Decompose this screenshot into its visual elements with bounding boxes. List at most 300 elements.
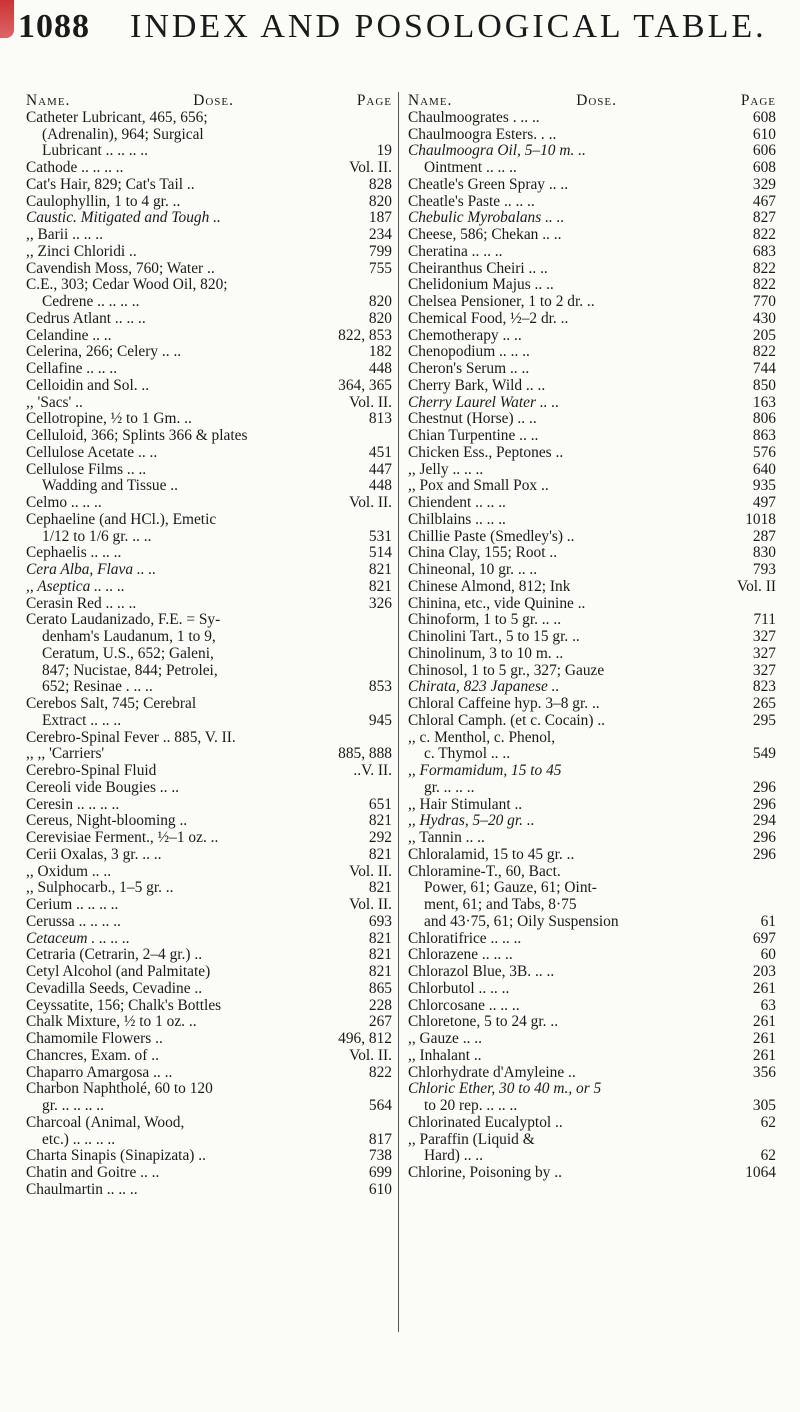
entry-text: Celluloid, 366; Splints 366 & plates — [26, 428, 248, 444]
entry-page-ref: 329 — [752, 175, 776, 193]
index-entry — [408, 1098, 776, 1115]
index-entry — [26, 964, 392, 981]
heading-name: Name. — [26, 92, 71, 109]
index-entry — [26, 244, 392, 261]
entry-text: Cera Alba, Flava .. .. — [26, 562, 157, 578]
index-entry — [26, 797, 392, 814]
index-entry — [26, 177, 392, 194]
entry-page-ref — [388, 629, 392, 646]
heading-dose: Dose. — [193, 92, 234, 109]
entry-text: ment, 61; and Tabs, 8·75 — [424, 897, 577, 913]
entry-text: denham's Laudanum, 1 to 9, — [42, 629, 216, 645]
entry-text: Cellotropine, ½ to 1 Gm. .. — [26, 411, 192, 428]
entry-page-ref: 945 — [368, 711, 392, 729]
index-entry — [26, 663, 392, 680]
index-entry — [26, 478, 392, 495]
entry-text: ,, Paraffin (Liquid & — [408, 1131, 535, 1148]
index-entry — [26, 344, 392, 361]
entry-text: Chalk Mixture, ½ to 1 oz. .. — [26, 1014, 197, 1031]
entry-page-ref — [772, 730, 776, 747]
entry-text: Cheron's Serum .. .. — [408, 361, 530, 377]
index-entry — [408, 713, 776, 730]
entry-page-ref: 564 — [368, 1097, 392, 1114]
entry-text: ,, Aseptica .. .. .. — [26, 578, 125, 595]
index-entry — [408, 746, 776, 763]
entry-text: ,, Sulphocarb., 1–5 gr. .. — [26, 880, 174, 897]
index-entry — [408, 612, 776, 629]
entry-text: Ointment .. .. .. — [424, 160, 517, 176]
index-entry — [408, 177, 776, 194]
index-entry — [408, 897, 776, 914]
index-entry — [408, 1148, 776, 1165]
entry-page-ref — [388, 512, 392, 529]
index-entry — [408, 1048, 776, 1065]
entry-text: Chillie Paste (Smedley's) .. — [408, 528, 575, 545]
index-entry — [408, 998, 776, 1015]
entry-page-ref: 62 — [760, 1147, 776, 1165]
index-entry — [26, 696, 392, 713]
index-column-right — [408, 93, 776, 1182]
entry-text: Chloralamid, 15 to 45 gr. .. — [408, 846, 575, 863]
entry-page-ref: 326 — [368, 594, 392, 612]
entry-page-ref: 822 — [752, 343, 776, 361]
index-entry — [408, 344, 776, 361]
entry-page-ref: 821 — [368, 929, 392, 947]
index-entry — [408, 830, 776, 847]
entry-text: Celerina, 266; Celery .. .. — [26, 344, 182, 361]
entry-text: Cat's Hair, 829; Cat's Tail .. — [26, 176, 195, 193]
index-entry — [26, 830, 392, 847]
entry-page-ref: 296 — [752, 829, 776, 846]
index-entry — [408, 261, 776, 278]
entry-text: Cedrus Atlant .. .. .. — [26, 310, 146, 327]
entry-text: Cheatle's Green Spray .. .. — [408, 176, 569, 193]
entry-text: Chloral Camph. (et c. Cocain) .. — [408, 712, 606, 729]
column-divider — [398, 92, 399, 1332]
index-entry — [408, 679, 776, 696]
entry-page-ref: 821 — [368, 845, 392, 863]
entry-page-ref: 822 — [752, 276, 776, 294]
index-entry — [408, 545, 776, 562]
entry-page-ref — [388, 1081, 392, 1098]
entry-text: Chlorazene .. .. .. — [408, 947, 513, 964]
index-entry — [26, 1182, 392, 1199]
entry-page-ref: 497 — [752, 494, 776, 511]
entry-text: ,, Hydras, 5–20 gr. .. — [408, 813, 535, 830]
entry-text: Cephaelis .. .. .. — [26, 545, 122, 562]
entry-page-ref: 863 — [752, 427, 776, 444]
entry-page-ref: 608 — [752, 108, 776, 126]
entry-text: Cerii Oxalas, 3 gr. .. .. — [26, 846, 162, 863]
entry-page-ref: Vol. II. — [349, 494, 392, 511]
entry-text: to 20 rep. .. .. .. — [424, 1098, 518, 1114]
index-entry — [26, 1098, 392, 1115]
entry-text: Wadding and Tissue .. — [42, 478, 179, 495]
index-entry — [26, 596, 392, 613]
entry-page-ref: Vol. II — [736, 577, 776, 595]
entry-text: Hard) .. .. — [424, 1148, 483, 1165]
entry-text: Chlorhydrate d'Amyleine .. — [408, 1064, 576, 1081]
index-entry — [408, 445, 776, 462]
entry-page-ref: 327 — [752, 644, 776, 662]
entry-text: Cephaeline (and HCl.), Emetic — [26, 511, 217, 528]
entry-text: ,, Formamidum, 15 to 45 — [408, 763, 562, 779]
entry-page-ref: 821 — [368, 963, 392, 980]
entry-page-ref: 822, 853 — [338, 326, 392, 344]
entry-text: Chlorinated Eucalyptol .. — [408, 1114, 563, 1131]
entry-page-ref: 496, 812 — [338, 1030, 392, 1047]
entry-page-ref — [772, 596, 776, 613]
entry-text: etc.) .. .. .. .. — [42, 1131, 116, 1148]
entry-page-ref — [388, 612, 392, 629]
entry-text: Ceratum, U.S., 652; Galeni, — [42, 645, 214, 662]
entry-page-ref: 853 — [368, 678, 392, 696]
index-entry — [26, 361, 392, 378]
index-entry — [26, 395, 392, 412]
entry-page-ref — [388, 428, 392, 445]
entry-page-ref: 448 — [368, 477, 392, 495]
entry-text: ,, Zinci Chloridi .. — [26, 243, 137, 260]
heading-page: Page — [740, 92, 776, 109]
entry-text: gr. .. .. .. — [424, 779, 475, 796]
entry-page-ref: 356 — [752, 1063, 776, 1081]
entry-text: ,, 'Sacs' .. — [26, 394, 83, 411]
entry-text: Cetyl Alcohol (and Palmitate) — [26, 964, 211, 980]
entry-page-ref: 364, 365 — [338, 376, 392, 394]
entry-page-ref: Vol. II. — [349, 1046, 392, 1064]
entry-page-ref: 822 — [752, 226, 776, 243]
entry-text: (Adrenalin), 964; Surgical — [42, 126, 204, 143]
entry-page-ref: 163 — [752, 393, 776, 411]
entry-text: Chloratifrice .. .. .. — [408, 930, 522, 947]
index-entry — [408, 1115, 776, 1132]
entry-page-ref: 287 — [752, 527, 776, 545]
entry-text: Chicken Ess., Peptones .. — [408, 444, 564, 461]
index-entry — [26, 1081, 392, 1098]
entry-text: and 43·75, 61; Oily Suspension — [424, 913, 619, 930]
index-entry — [408, 529, 776, 546]
entry-page-ref: Vol. II. — [349, 393, 392, 411]
entry-text: Chinoform, 1 to 5 gr. .. .. — [408, 612, 562, 629]
index-entry — [408, 964, 776, 981]
entry-page-ref: 827 — [752, 209, 776, 227]
index-entry — [26, 1065, 392, 1082]
entry-text: ,, Barii .. .. .. — [26, 227, 103, 243]
entry-text: Chaulmartin .. .. .. — [26, 1181, 138, 1198]
entry-page-ref: 261 — [752, 1046, 776, 1064]
index-entry — [408, 596, 776, 613]
entry-page-ref: 327 — [752, 628, 776, 645]
entry-text: Cereoli vide Bougies .. .. — [26, 779, 180, 796]
entry-page-ref — [388, 1115, 392, 1132]
index-entry — [26, 495, 392, 512]
entry-page-ref: 61 — [760, 912, 776, 930]
entry-page-ref: 19 — [376, 142, 392, 160]
index-entry — [408, 512, 776, 529]
index-entry — [26, 1132, 392, 1149]
entry-text: ,, Pox and Small Pox .. — [408, 478, 549, 495]
index-entry — [26, 294, 392, 311]
entry-page-ref: 885, 888 — [338, 745, 392, 763]
entry-page-ref — [772, 1132, 776, 1149]
entry-page-ref: 821 — [368, 946, 392, 964]
index-entry — [26, 261, 392, 278]
entry-text: Charcoal (Animal, Wood, — [26, 1114, 185, 1131]
entry-text: Chaulmoogra Esters. . .. — [408, 126, 557, 143]
index-entry — [408, 947, 776, 964]
index-entry — [408, 763, 776, 780]
index-entry — [26, 679, 392, 696]
entry-text: Chineonal, 10 gr. .. .. — [408, 562, 538, 578]
entry-text: Catheter Lubricant, 465, 656; — [26, 109, 208, 126]
index-entry — [408, 797, 776, 814]
entry-page-ref: Vol. II. — [349, 862, 392, 880]
entry-text: Chemotherapy .. .. — [408, 327, 522, 344]
index-entry — [408, 931, 776, 948]
entry-page-ref: 60 — [760, 946, 776, 964]
index-entry — [408, 646, 776, 663]
entry-page-ref: 683 — [752, 242, 776, 260]
index-entry — [26, 780, 392, 797]
index-entry — [26, 529, 392, 546]
entry-page-ref: 640 — [752, 460, 776, 478]
entry-page-ref — [388, 663, 392, 680]
entry-page-ref: 651 — [368, 795, 392, 813]
entry-text: Chlorazol Blue, 3B. .. .. — [408, 964, 555, 980]
entry-page-ref: 182 — [368, 343, 392, 361]
entry-page-ref: 295 — [752, 711, 776, 729]
entry-text: Chinese Almond, 812; Ink — [408, 578, 571, 595]
index-entry — [408, 1065, 776, 1082]
index-entry — [26, 713, 392, 730]
index-entry — [26, 981, 392, 998]
entry-page-ref: 261 — [752, 1013, 776, 1031]
index-entry — [26, 730, 392, 747]
index-entry — [26, 311, 392, 328]
entry-text: Cerium .. .. .. .. — [26, 897, 119, 913]
page-header — [18, 8, 788, 68]
entry-page-ref: 447 — [368, 460, 392, 478]
entry-text: ,, c. Menthol, c. Phenol, — [408, 729, 556, 746]
index-entry — [408, 194, 776, 211]
entry-text: Chirata, 823 Japanese .. — [408, 679, 560, 696]
entry-text: Caulophyllin, 1 to 4 gr. .. — [26, 193, 181, 210]
entry-text: Cheiranthus Cheiri .. .. — [408, 260, 548, 277]
entry-page-ref: 514 — [368, 544, 392, 562]
index-entry — [26, 110, 392, 127]
heading-name: Name. — [408, 92, 453, 109]
index-entry — [26, 562, 392, 579]
entry-text: Cheatle's Paste .. .. .. — [408, 193, 535, 210]
entry-page-ref: 187 — [368, 209, 392, 227]
entry-page-ref: 821 — [368, 812, 392, 830]
entry-page-ref: 294 — [752, 812, 776, 830]
index-entry — [408, 981, 776, 998]
entry-text: Cellafine .. .. .. — [26, 361, 118, 377]
entry-text: Chelsea Pensioner, 1 to 2 dr. .. — [408, 294, 595, 310]
entry-page-ref: 296 — [752, 795, 776, 813]
index-entry — [26, 127, 392, 144]
entry-page-ref: 292 — [368, 829, 392, 846]
entry-page-ref: 610 — [368, 1180, 392, 1198]
index-entry — [408, 478, 776, 495]
entry-text: Cellulose Acetate .. .. — [26, 444, 158, 461]
entry-page-ref: 820 — [368, 192, 392, 210]
entry-text: c. Thymol .. .. — [424, 746, 511, 763]
entry-text: Chiendent .. .. .. — [408, 495, 506, 511]
index-entry — [26, 897, 392, 914]
entry-page-ref: 205 — [752, 326, 776, 344]
entry-page-ref: 261 — [752, 1030, 776, 1047]
entry-page-ref: 822 — [368, 1063, 392, 1081]
entry-text: Chlorine, Poisoning by .. — [408, 1165, 562, 1181]
entry-page-ref: 62 — [760, 1113, 776, 1131]
entry-page-ref — [772, 1081, 776, 1098]
entry-page-ref: 606 — [752, 142, 776, 160]
entry-page-ref: 817 — [368, 1130, 392, 1148]
entry-page-ref — [772, 880, 776, 897]
page-number: 1088 — [18, 8, 90, 45]
index-entry — [26, 462, 392, 479]
entry-page-ref — [388, 277, 392, 294]
entry-page-ref: 296 — [752, 778, 776, 796]
index-entry — [26, 227, 392, 244]
entry-page-ref: 1064 — [745, 1164, 776, 1181]
entry-page-ref — [388, 730, 392, 747]
entry-page-ref: 821 — [368, 561, 392, 578]
entry-page-ref — [772, 864, 776, 881]
index-entry — [408, 579, 776, 596]
entry-page-ref — [772, 763, 776, 780]
entry-page-ref — [388, 127, 392, 144]
entry-page-ref: 865 — [368, 979, 392, 997]
entry-text: Chelidonium Majus .. .. — [408, 277, 554, 294]
entry-text: Chemical Food, ½–2 dr. .. — [408, 310, 569, 327]
entry-text: Lubricant .. .. .. .. — [42, 143, 148, 160]
entry-text: Cherry Laurel Water .. .. — [408, 394, 560, 411]
entry-page-ref: 850 — [752, 376, 776, 394]
entry-text: ,, Tannin .. .. — [408, 830, 485, 846]
index-entry — [26, 160, 392, 177]
entry-text: Celloidin and Sol. .. — [26, 377, 150, 394]
index-entry — [26, 210, 392, 227]
index-entry — [26, 194, 392, 211]
index-entry — [26, 579, 392, 596]
entry-text: Chinolinum, 3 to 10 m. .. — [408, 645, 564, 662]
index-entry — [26, 813, 392, 830]
entry-page-ref: 799 — [368, 242, 392, 260]
entry-text: Chloral Caffeine hyp. 3–8 gr. .. — [408, 696, 600, 712]
index-entry — [408, 311, 776, 328]
entry-text: Chlorbutol .. .. .. — [408, 980, 510, 997]
page-corner-mark — [0, 0, 14, 38]
entry-text: Chaulmoogra Oil, 5–10 m. .. — [408, 143, 586, 160]
index-entry — [408, 244, 776, 261]
entry-text: Power, 61; Gauze, 61; Oint- — [424, 880, 597, 897]
index-entry — [26, 143, 392, 160]
entry-page-ref: 744 — [752, 360, 776, 377]
index-entry — [26, 931, 392, 948]
entry-text: Chloric Ether, 30 to 40 m., or 5 — [408, 1081, 602, 1098]
index-entry — [408, 227, 776, 244]
entry-text: Cedrene .. .. .. .. — [42, 294, 140, 310]
entry-page-ref: Vol. II. — [349, 896, 392, 913]
entry-text: Chilblains .. .. .. — [408, 511, 506, 528]
entry-page-ref — [388, 780, 392, 797]
column-heading-row — [408, 93, 776, 110]
entry-text: 1/12 to 1/6 gr. .. .. — [42, 528, 152, 545]
entry-text: Cerebro-Spinal Fever .. 885, V. II. — [26, 729, 236, 746]
index-entry — [408, 914, 776, 931]
index-entry — [26, 646, 392, 663]
index-entry — [26, 914, 392, 931]
heading-dose: Dose. — [576, 92, 617, 109]
entry-text: Chloramine-T., 60, Bact. — [408, 863, 561, 880]
entry-text: Chebulic Myrobalans .. .. — [408, 210, 565, 227]
entry-text: Cerebro-Spinal Fluid — [26, 763, 157, 779]
entry-text: gr. .. .. .. .. — [42, 1098, 104, 1114]
index-entry — [408, 629, 776, 646]
entry-text: Chestnut (Horse) .. .. — [408, 411, 537, 428]
entry-page-ref: 770 — [752, 293, 776, 310]
index-entry — [408, 328, 776, 345]
entry-text: ,, Inhalant .. — [408, 1047, 482, 1064]
entry-text: ,, ,, 'Carriers' — [26, 746, 105, 763]
entry-page-ref: 228 — [368, 996, 392, 1014]
entry-page-ref: 234 — [368, 226, 392, 243]
index-entry — [26, 1031, 392, 1048]
entry-page-ref: 821 — [368, 577, 392, 595]
entry-text: Chenopodium .. .. .. — [408, 344, 530, 361]
index-entry — [26, 1014, 392, 1031]
entry-page-ref: 467 — [752, 192, 776, 210]
index-entry — [408, 395, 776, 412]
entry-text: Cerasin Red .. .. .. — [26, 595, 137, 612]
entry-text: Cheratina .. .. .. — [408, 243, 503, 260]
entry-text: Cheese, 586; Chekan .. .. — [408, 227, 562, 243]
entry-page-ref: 267 — [368, 1013, 392, 1031]
index-entry — [408, 696, 776, 713]
index-entry — [408, 663, 776, 680]
entry-page-ref: 820 — [368, 309, 392, 327]
entry-page-ref: 430 — [752, 309, 776, 327]
entry-page-ref: 265 — [752, 695, 776, 712]
entry-text: 652; Resinae . .. .. — [42, 679, 153, 696]
entry-page-ref: 711 — [753, 611, 776, 629]
index-entry — [408, 730, 776, 747]
entry-text: Cetaceum . .. .. .. — [26, 930, 130, 947]
entry-text: Chatin and Goitre .. .. — [26, 1165, 160, 1181]
entry-text: Chamomile Flowers .. — [26, 1031, 163, 1047]
entry-page-ref — [772, 897, 776, 914]
index-entry — [26, 1148, 392, 1165]
index-entry — [26, 847, 392, 864]
entry-page-ref — [388, 110, 392, 127]
index-entry — [408, 1014, 776, 1031]
entry-page-ref: 610 — [752, 125, 776, 143]
entry-page-ref: 451 — [368, 443, 392, 461]
index-entry — [408, 160, 776, 177]
entry-page-ref: 203 — [752, 963, 776, 980]
entry-text: Chinosol, 1 to 5 gr., 327; Gauze — [408, 662, 605, 679]
entry-page-ref — [388, 646, 392, 663]
entry-text: Celandine .. .. — [26, 327, 112, 344]
index-column-left — [26, 93, 392, 1199]
entry-text: Ceresin .. .. .. .. — [26, 796, 120, 813]
entry-page-ref: 806 — [752, 410, 776, 428]
index-entry — [408, 143, 776, 160]
index-entry — [408, 378, 776, 395]
